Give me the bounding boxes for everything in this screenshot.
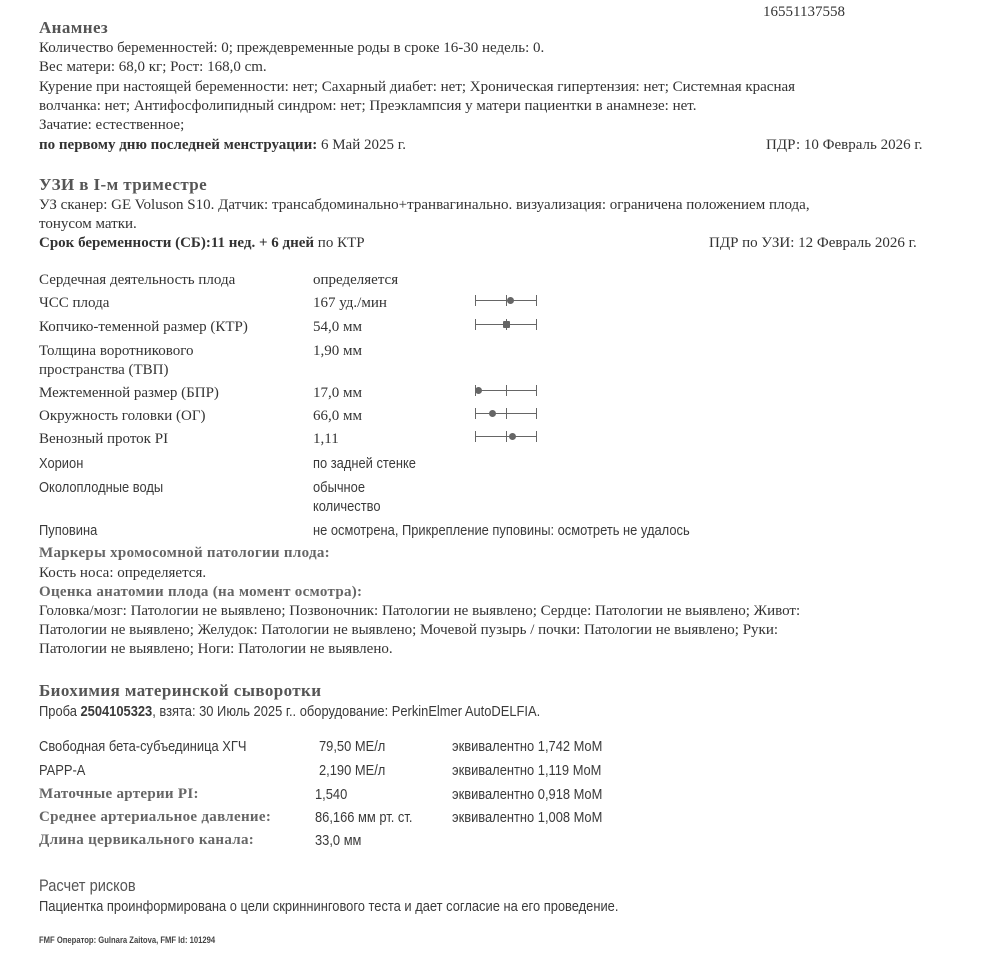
edd-value: 10 Февраль 2026 г. <box>803 137 923 153</box>
operator-footer: FMF Оператор: Gulnara Zaitova, FMF Id: 101294 <box>39 935 216 945</box>
measurement-label: Окружность головки (ОГ) <box>39 408 206 424</box>
ga-label: Срок беременности (СБ): <box>39 235 211 251</box>
biochem-value: 79,50 МЕ/л <box>319 738 386 755</box>
measurement-label-cont: пространства (ТВП) <box>39 362 169 378</box>
scanner-line: УЗ сканер: GE Voluson S10. Датчик: трансабдоминально+транвагинально. визуализация: ограничена положением плода, <box>39 197 810 213</box>
lmp-value: 6 Май 2025 г. <box>320 137 406 153</box>
percentile-marker <box>509 433 516 440</box>
percentile-bar-bpd <box>475 384 537 398</box>
percentile-bar-crl <box>475 318 537 332</box>
anatomy-heading: Оценка анатомии плода (на момент осмотра): <box>39 584 363 600</box>
percentile-marker <box>489 410 496 417</box>
biochem-label: PAPP-A <box>39 762 86 779</box>
percentile-tick-high <box>536 431 537 442</box>
lmp-row <box>39 137 406 154</box>
percentile-marker <box>507 297 514 304</box>
percentile-tick-high <box>536 385 537 396</box>
measurement-label: Копчико-теменной размер (КТР) <box>39 319 248 335</box>
ga-value: 11 нед. + 6 дней <box>210 235 315 251</box>
edd-ultrasound: ПДР по УЗИ: 12 Февраль 2026 г. <box>709 235 917 251</box>
measurement-value: обычное <box>313 479 366 496</box>
biochem-heading: Биохимия материнской сыворотки <box>39 681 322 700</box>
percentile-tick-mid <box>506 408 507 419</box>
biochem-value: 1,540 <box>315 786 348 803</box>
percentile-tick-mid <box>506 431 507 442</box>
percentile-bar-fhr <box>475 294 537 308</box>
measurement-value: 1,90 мм <box>313 343 362 359</box>
anamnesis-heading: Анамнез <box>39 18 109 37</box>
measurement-value: по задней стенке <box>313 455 416 472</box>
biochem-value: 33,0 мм <box>315 832 362 849</box>
measurement-value: 54,0 мм <box>313 319 362 335</box>
measurement-label: Сердечная деятельность плода <box>39 272 236 288</box>
measurement-value: определяется <box>313 272 399 288</box>
measurement-label: ЧСС плода <box>39 295 110 311</box>
biochem-mom: эквивалентно 0,918 MoM <box>452 786 603 803</box>
anatomy-line: Патологии не выявлено; Ноги: Патологии не выявлено. <box>39 641 393 657</box>
edd-row <box>766 137 923 154</box>
measurement-label: Венозный проток PI <box>39 431 169 447</box>
nasal-bone: Кость носа: определяется. <box>39 565 207 581</box>
percentile-tick-mid <box>506 385 507 396</box>
anatomy-line: Головка/мозг: Патологии не выявлено; Позвоночник: Патологии не выявлено; Сердце: Патологии не выявлено; Живот: <box>39 603 801 619</box>
sample-prefix: Проба <box>39 703 77 720</box>
risk-heading: Расчет рисков <box>39 876 136 895</box>
percentile-bar-hc <box>475 407 537 421</box>
sample-details: , взята: 30 Июль 2025 г.. оборудование: PerkinElmer AutoDELFIA. <box>152 703 541 720</box>
anatomy-line: Патологии не выявлено; Желудок: Патологии не выявлено; Мочевой пузырь / почки: Патологии не выявлено; Руки: <box>39 622 779 638</box>
lmp-label: по первому дню последней менструации: <box>39 137 318 153</box>
measurement-value: 66,0 мм <box>313 408 362 424</box>
markers-heading: Маркеры хромосомной патологии плода: <box>39 545 330 561</box>
ultrasound-heading: УЗИ в I-м триместре <box>39 175 208 194</box>
percentile-tick-high <box>536 319 537 330</box>
biochem-mom: эквивалентно 1,119 MoM <box>452 762 602 779</box>
percentile-tick-low <box>475 295 476 306</box>
anamnesis-line: волчанка: нет; Антифосфолипидный синдром: нет; Преэклампсия у матери пациентки в анамнезе: нет. <box>39 98 697 114</box>
biochem-label: Длина цервикального канала: <box>39 832 255 848</box>
measurement-value-cont: количество <box>313 498 381 515</box>
percentile-bar-dv <box>475 430 537 444</box>
measurement-value: 17,0 мм <box>313 385 362 401</box>
measurement-label: Пуповина <box>39 522 98 539</box>
ga-suffix: по КТР <box>317 235 365 251</box>
percentile-tick-low <box>475 408 476 419</box>
measurement-label: Хорион <box>39 455 84 472</box>
percentile-tick-low <box>475 319 476 330</box>
measurement-value: 167 уд./мин <box>313 295 387 311</box>
percentile-tick-high <box>536 295 537 306</box>
risk-text: Пациентка проинформирована о цели скриннингового теста и дает согласие на его проведение. <box>39 898 619 915</box>
biochem-label: Среднее артериальное давление: <box>39 809 272 825</box>
document-id: 16551137558 <box>763 4 845 20</box>
anamnesis-line: Курение при настоящей беременности: нет; Сахарный диабет: нет; Хроническая гипертензия: нет; Системная красная <box>39 79 796 95</box>
percentile-tick-high <box>536 408 537 419</box>
measurement-label: Толщина воротникового <box>39 343 194 359</box>
biochem-mom: эквивалентно 1,742 MoM <box>452 738 603 755</box>
biochem-value: 2,190 МЕ/л <box>319 762 386 779</box>
sample-line <box>39 703 540 720</box>
biochem-label: Маточные артерии PI: <box>39 786 199 802</box>
biochem-mom: эквивалентно 1,008 MoM <box>452 809 603 826</box>
anamnesis-line: Вес матери: 68,0 кг; Рост: 168,0 cm. <box>39 59 267 75</box>
anamnesis-line: Количество беременностей: 0; преждевременные роды в сроке 16-30 недель: 0. <box>39 40 545 56</box>
percentile-marker <box>475 387 482 394</box>
biochem-value: 86,166 мм рт. ст. <box>315 809 413 826</box>
measurement-label: Межтеменной размер (БПР) <box>39 385 219 401</box>
edd-label: ПДР: <box>766 137 801 153</box>
biochem-label: Свободная бета-субъединица ХГЧ <box>39 738 247 755</box>
sample-id: 2504105323 <box>80 703 153 720</box>
measurement-value: 1,11 <box>313 431 339 447</box>
percentile-marker <box>503 321 510 328</box>
measurement-value: не осмотрена, Прикрепление пуповины: осмотреть не удалось <box>313 522 690 539</box>
scanner-line: тонусом матки. <box>39 216 137 232</box>
measurement-label: Околоплодные воды <box>39 479 164 496</box>
percentile-tick-low <box>475 431 476 442</box>
anamnesis-line: Зачатие: естественное; <box>39 117 185 133</box>
gestational-age-row <box>39 235 365 252</box>
